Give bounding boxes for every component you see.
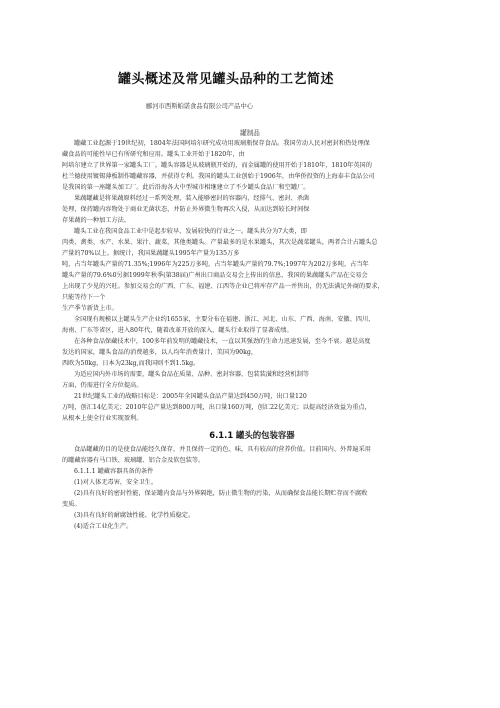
- text-line: 西欧为50kg，日本为23kg,而我国则不到1.5kg。: [62, 360, 200, 367]
- author-affiliation: 郦河市西斯帕诺食品有限公司产品中心: [146, 103, 254, 110]
- text-line: 食品罐藏的目的是使食品能经久保存，并且保持一定的色、味，具有较高的营养价值。目前国内、外普遍采用: [74, 446, 371, 453]
- text-line: 全国现有规模以上罐头生产企业约1655家，主要分布在福建、浙江、河北、山东、广西、海南、安徽、四川、: [74, 316, 375, 323]
- text-line: 只能等待下一个: [62, 294, 106, 301]
- document-body: [62, 138, 442, 532]
- text-line: 罐头产量的79.6%0另据1999年秋季(第38届)广州出口商品交易会上传出的信息，我国的果蔬罐头产品在交易会: [62, 272, 368, 279]
- section-heading: 罐制品: [240, 129, 260, 137]
- text-line: (3)具有良好的耐腐蚀性能、化学性质稳定。: [74, 512, 195, 519]
- paragraph: [62, 314, 442, 336]
- text-line: 发达的国家，罐头食品的消费越多，以人均年消费量计，美国为90kg，: [62, 349, 258, 356]
- text-line: 处理，保持罐内容物处于商业无菌状态，并防止外界微生物再次入侵，从而达到较长时间保: [62, 206, 310, 213]
- intro-paragraphs: [62, 138, 442, 424]
- paragraph: [62, 477, 442, 488]
- text-line: 变质。: [62, 501, 81, 508]
- document-title: 罐头概述及常见罐头品种的工艺简述: [118, 72, 335, 87]
- paragraph: [62, 160, 442, 193]
- text-line: 生产季节新货上市。: [62, 305, 118, 312]
- text-line: 是我国的第一座罐头加工厂。此后沿海各大中型城市相继建立了不少罐头食品厂和空罐厂。: [62, 184, 310, 191]
- text-line: 的罐藏容器有马口铁、玻璃罐、铝合金及软包装等。: [62, 457, 205, 464]
- paragraph: [62, 391, 442, 424]
- text-line: (4)适合工业化生产。: [74, 523, 133, 530]
- text-line: (2)具有良好的密封性能，保证罐内食品与外界隔绝，防止微生物的污染，从而确保食品能长期贮存而不腐败: [74, 490, 368, 497]
- text-line: 肉类、禽类、水产、水果、果汁、蔬菜、其他类罐头。产量最多的是水果罐头，其次是蔬菜罐头，两者合计占罐头总: [62, 239, 378, 246]
- text-line: 杜兰德使用镀锡薄板制作罐藏容器，并获得专利。我国的罐头工业创始于1906年，由华侨投资的上海泰丰食品公司: [62, 173, 375, 180]
- container-paragraphs: [62, 444, 442, 532]
- text-line: 方面，仍需进行全方位提高。: [62, 382, 143, 389]
- paragraph: [62, 444, 442, 466]
- text-line: 吨，占当年罐头产量的71.35%;1996年为225万多吨，占当年罐头产量的79.7%;1997年为202万多吨，占当年: [62, 261, 369, 268]
- text-line: 从根本上使全行业实现盈利。: [62, 415, 143, 422]
- text-line: 在各种食品保藏技术中，100多年前发明的罐藏技术，一直以其强劲的生命力迅速发展，至今不衰。越是高度: [74, 338, 371, 345]
- text-line: 阿培尔建立了世界第一家罐头工厂。罐头容器是从玻璃瓶开始的，而金属罐的使用开始于1810年，1810年英国的: [62, 162, 372, 169]
- text-line: 6.1.1.1 罐藏容器具备的条件: [74, 468, 154, 475]
- paragraph: [62, 138, 442, 160]
- text-line: 罐头工业在我国食品工业中是起步较早、发展较快的行业之一。罐头共分为7大类，即: [74, 228, 307, 235]
- text-line: 21世纪罐头工业的战略目标是：2005年全国罐头食品产量达到450万吨，出口量120: [74, 393, 307, 400]
- paragraph: [62, 488, 442, 510]
- text-line: 产量的70%以上。据统计，我国果蔬罐头1995年产量为135万多: [62, 250, 240, 257]
- text-line: 上出现了少见的兴旺。参加交易会的广西、广东、福建、江西等企业已将库存产品一并售出，仍无法满足外商的要求，: [62, 283, 384, 290]
- paragraph: [62, 193, 442, 226]
- paragraph: [62, 510, 442, 521]
- text-line: (1)对人体无毒害，安全卫生。: [74, 479, 158, 486]
- paragraph: [62, 521, 442, 532]
- paragraph: [62, 466, 442, 477]
- text-line: 藏食品的可能性早已有所研究和应用。罐头工业开始于1820年，由: [62, 151, 245, 158]
- subsection-heading: 6.1.1 罐头的包装容器: [209, 430, 295, 440]
- text-line: 海南、广东等省区，进入80年代，随着改革开放的深入，罐头行业取得了显著成绩。: [62, 327, 293, 334]
- text-line: 罐藏工业起源于19世纪初，1804年法国阿培尔研究成功用玻璃瓶保存食品。我国劳动人民对密封和热处理保: [74, 140, 370, 147]
- paragraph: [62, 369, 442, 391]
- text-line: 为适应国内外市场的需要，罐头食品在质量、品种、密封容器、包装装潢和经营机制等: [74, 371, 310, 378]
- paragraph: [62, 226, 442, 314]
- text-line: 万吨，创汇14亿美元；2010年总产量达到800万吨，出口量160万吨，创汇22亿美元；以提高经济效益为重点，: [62, 404, 371, 411]
- text-line: 存果蔬的一种加工方法。: [62, 217, 131, 224]
- text-line: 果蔬罐藏是将果蔬原料经过一系列处理，装入能够密封的容器内，经排气、密封、杀菌: [74, 195, 310, 202]
- paragraph: [62, 336, 442, 369]
